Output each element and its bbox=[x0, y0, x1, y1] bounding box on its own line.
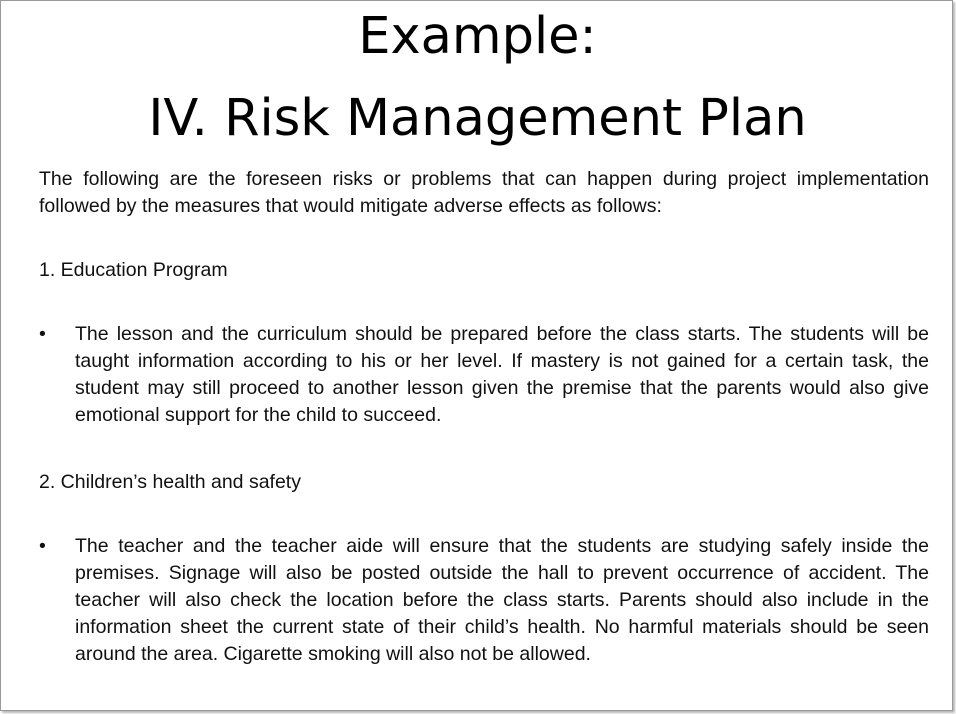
bullet-icon: • bbox=[39, 535, 46, 557]
bullet-item-education bbox=[39, 321, 929, 429]
section-heading-education: 1. Education Program bbox=[39, 259, 228, 281]
title-line-1: Example: bbox=[358, 7, 597, 66]
bullet-text-health-safety: The teacher and the teacher aide will ensure that the students are studying safely inside the premises. Signage will also be posted outside the hall to prevent occurrence of accident. The teacher will also check the location before the class starts. Parents should also include in the information sheet the current state of their child’s health. No harmful materials should be seen around the area. Cigarette smoking will also not be allowed. bbox=[75, 535, 929, 665]
bullet-item-health-safety bbox=[39, 533, 929, 668]
title-line-2: IV. Risk Management Plan bbox=[148, 89, 807, 148]
bullet-text-education: The lesson and the curriculum should be prepared before the class starts. The students will be taught information according to his or her level. If mastery is not gained for a certain task, the student may still proceed to another lesson given the premise that the parents would also give emotional support for the child to succeed. bbox=[75, 323, 929, 426]
intro-paragraph: The following are the foreseen risks or problems that can happen during project implementation followed by the measures that would mitigate adverse effects as follows: bbox=[39, 168, 929, 217]
section-heading-health-safety: 2. Children’s health and safety bbox=[39, 471, 301, 493]
bullet-icon: • bbox=[39, 323, 46, 345]
